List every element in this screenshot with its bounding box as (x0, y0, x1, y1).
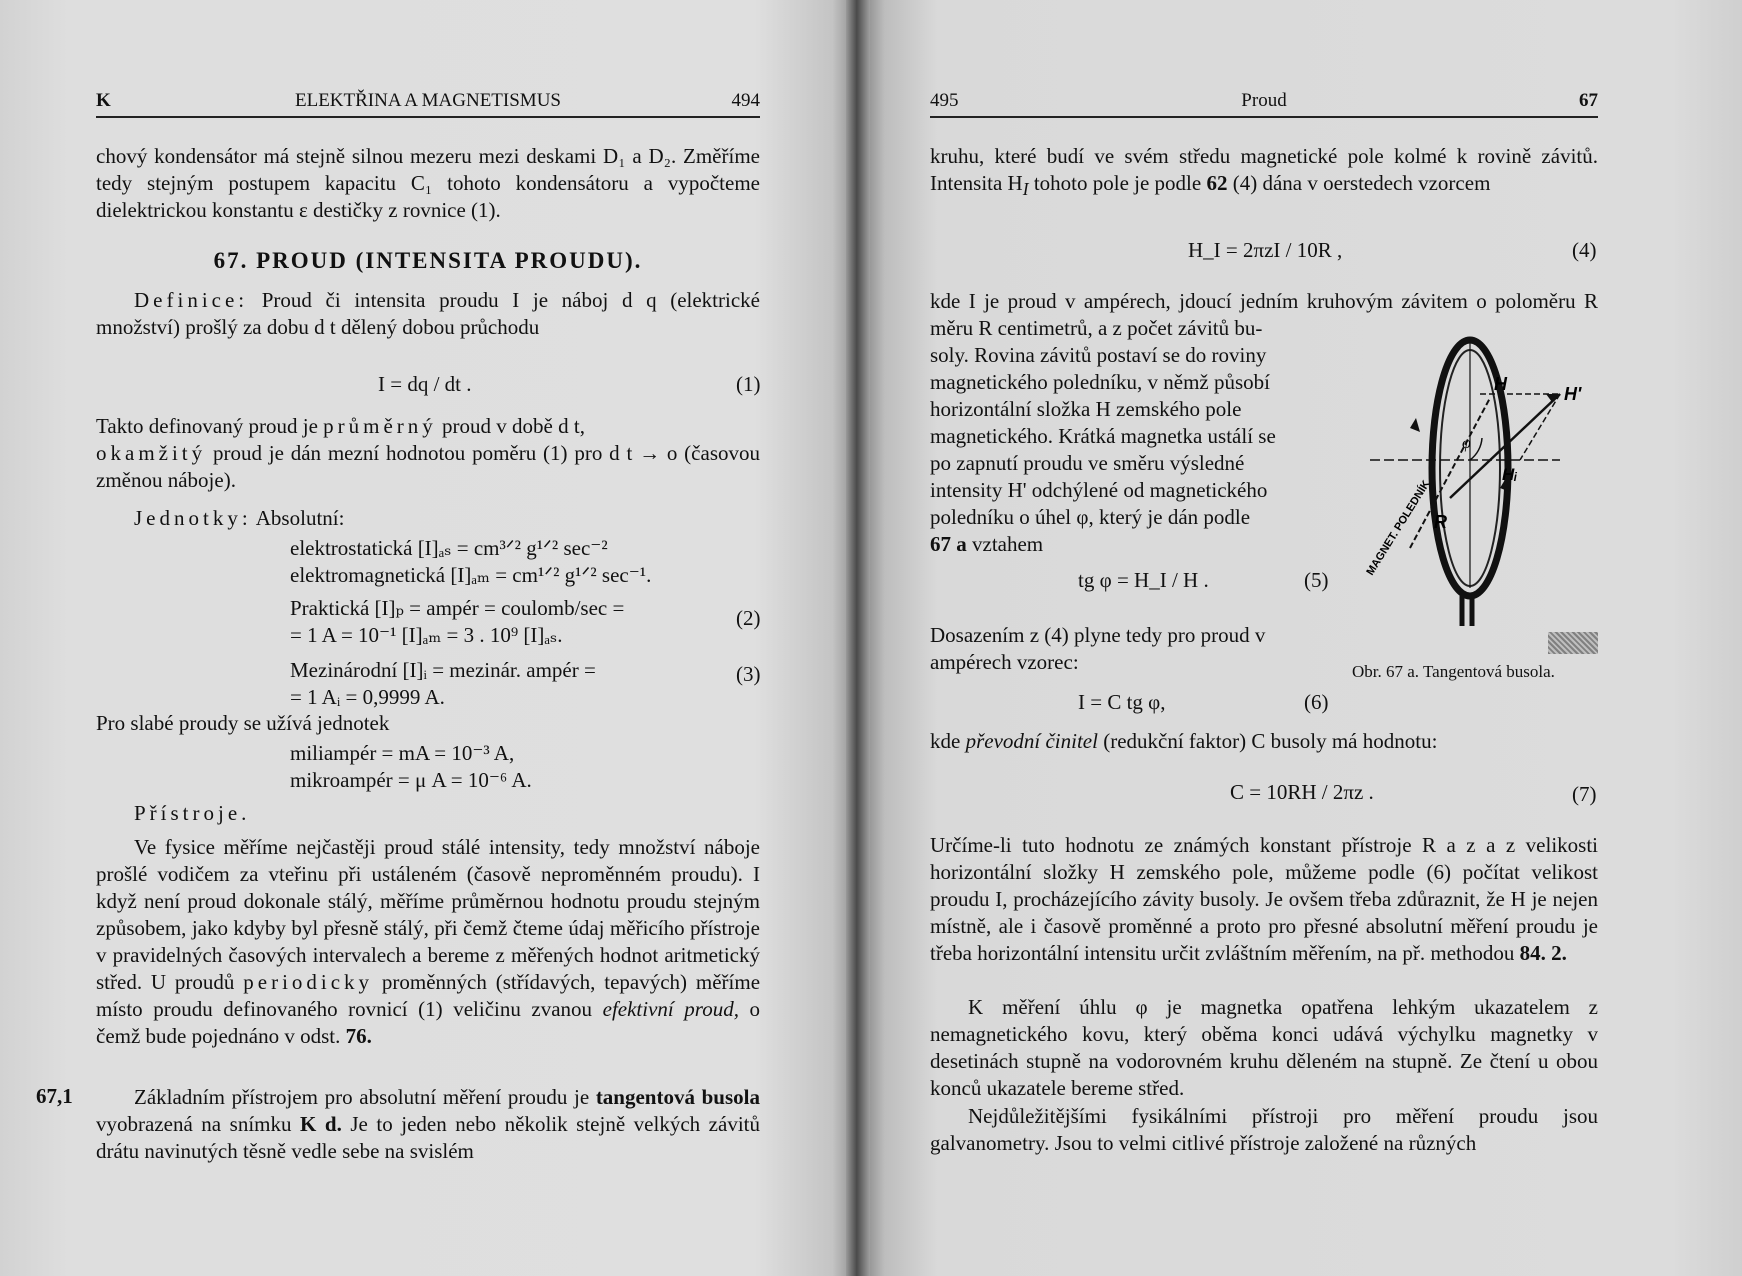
ref-67a: 67 a (930, 532, 967, 556)
unit-practical-1: Praktická [I]ₚ = ampér = coulomb/sec = (290, 596, 625, 620)
ref-kd: K d. (300, 1112, 342, 1136)
unit-electrostatic: elektrostatická [I]ₐₛ = cm³ᐟ² g¹ᐟ² sec⁻² (290, 536, 608, 560)
equation-4: H_I = 2πzI / 10R , (1188, 238, 1343, 262)
equation-1: I = dq / dt . (378, 372, 472, 396)
printing-mark (1548, 632, 1598, 654)
tangent-paragraph: Základním přístrojem pro absolutní měření proudu je tangentová busola vyobrazená na snímku K d. Je to jeden nebo několik stejně velkých závitů drátu navinutých těsně vedle sebe na svislém (96, 1085, 760, 1163)
unit-international-2: = 1 Aᵢ = 0,9999 A. (290, 685, 445, 709)
definition-label: Definice: (134, 288, 249, 312)
equation-6: I = C tg φ, (1078, 690, 1166, 714)
conversion-factor-term: převodní činitel (965, 729, 1098, 753)
equation-7-number: (7) (1572, 782, 1597, 806)
section-heading: 67. PROUD (INTENSITA PROUDU). (213, 248, 643, 273)
average-paragraph: Takto definovaný proud je průměrný proud v době d t, okamžitý proud je dán mezní hodnotou poměru (1) pro d t → o (časovou změnou náboje). (96, 414, 760, 492)
periodic-word: periodicky (243, 970, 374, 994)
needle-paragraph: K měření úhlu φ je magnetka opatřena lehkým ukazatelem z nemagnetického kovu, který oběma konci udává výchylku magnetky v desetinách stupně na vodorovném kruhu děleném na stupně. Ze čtení u obou konců ukazatele bereme střed. (930, 995, 1598, 1100)
left-page (0, 0, 858, 1276)
section-number: 67 (1579, 90, 1598, 111)
instant-word: okamžitý (96, 441, 207, 465)
equation-2-number: (2) (736, 606, 761, 630)
right-running-header (930, 90, 1598, 118)
units-label: Jednotky: (134, 506, 252, 530)
unit-microampere: mikroampér = μ A = 10⁻⁶ A. (290, 768, 532, 792)
units-list (290, 535, 760, 711)
determination-paragraph: Určíme-li tuto hodnotu ze známých konstant přístroje R a z a z velikosti horizontální složky H zemského pole, můžeme podle (6) počítat velikost proudu I, procházejícího závity busoly. Je ovšem třeba zdůraznit, že H je nejen místně, ale i časově proměnné a proto pro přesné absolutní měření proudu je třeba horizontální intensitu určit zvláštním měřením, na př. methodou 84. 2. (930, 833, 1598, 965)
unit-international-1: Mezinárodní [I]ᵢ = mezinár. ampér = (290, 658, 596, 682)
svg-text:Hᵢ: Hᵢ (1502, 465, 1518, 484)
coil-paragraph: měru R centimetrů, a z počet závitů bu- soly. Rovina závitů postaví se do roviny magnetického poledníku, v němž působí horizontální složka H zemského pole magnetického. Krátká magnetka ustálí se po zapnutí proudu ve směru výsledné intensity H' odchýlené od magnetického poledníku o úhel φ, který je dán podle 67 a vztahem (930, 316, 1276, 556)
tangent-galvanometer-term: tangentová busola (595, 1085, 760, 1109)
equation-5: tg φ = H_I / H . (1078, 568, 1209, 592)
ref-84-2: 84. 2. (1519, 941, 1567, 965)
unit-milliampere: miliampér = mA = 10⁻³ A, (290, 741, 515, 765)
coil-line-1: kde I je proud v ampérech, jdoucí jedním kruhovým závitem o poloměru R (930, 289, 1598, 313)
galvanometer-paragraph: Nejdůležitějšími fysikálními přístroji pro měření proudu jsou galvanometry. Jsou to velmi citlivé přístroje založené na různých (930, 1104, 1598, 1155)
left-running-header (96, 90, 760, 118)
page-number-left: 494 (731, 90, 760, 111)
equation-1-number: (1) (736, 372, 761, 396)
unit-electromagnetic: elektromagnetická [I]ₐₘ = cm¹ᐟ² g¹ᐟ² sec⁻¹. (290, 563, 652, 587)
margin-reference: 67,1 (36, 1084, 73, 1108)
header-letter: K (96, 90, 111, 111)
unit-practical-2: = 1 A = 10⁻¹ [I]ₐₘ = 3 . 10⁹ [I]ₐₛ. (290, 623, 563, 647)
header-title: ELEKTŘINA A MAGNETISMUS (294, 90, 561, 111)
svg-text:R: R (1434, 512, 1447, 532)
units-line: Jednotky: Absolutní: (134, 506, 345, 530)
substitution-paragraph: Dosazením z (4) plyne tedy pro proud v ampérech vzorec: (930, 623, 1266, 674)
ref-76: 76. (345, 1024, 372, 1048)
equation-3-number: (3) (736, 662, 761, 686)
header-section: Proud (1241, 90, 1287, 111)
effective-current: efektivní proud, (602, 997, 739, 1021)
paragraph-continued: chový kondensátor má stejně silnou mezeru mezi deskami D₁ a D₂. Změříme tedy stejným postupem kapacitu C₁ tohoto kondensátoru a vypočteme dielektrickou konstantu ε destičky z rovnice (1). (96, 144, 760, 222)
svg-text:H: H (1494, 374, 1507, 394)
equation-7: C = 10RH / 2πz . (1230, 780, 1374, 804)
instruments-label: Přístroje. (134, 801, 251, 825)
svg-text:H': H' (1564, 384, 1582, 404)
equation-5-number: (5) (1304, 568, 1329, 592)
figure-caption: Obr. 67 a. Tangentová busola. (1352, 662, 1555, 681)
field-paragraph: kruhu, které budí ve svém středu magnetické pole kolmé k rovině závitů. Intensita $H_I$ tohoto pole je podle 62 (4) dána v oerstedech vzorcem (930, 144, 1598, 200)
definition-paragraph: Definice: Proud či intensita proudu I je náboj d q (elektrické množství) prošlý za dobu d t dělený dobou průchodu (96, 288, 760, 339)
svg-text:MAGNET. POLEDNÍK: MAGNET. POLEDNÍK (1364, 478, 1433, 578)
ref-62: 62 (1206, 171, 1228, 195)
tangent-galvanometer-figure (1350, 328, 1590, 628)
equation-4-number: (4) (1572, 238, 1597, 262)
page-number-right: 495 (930, 90, 959, 111)
small-units (290, 740, 760, 794)
average-word: průměrný (323, 414, 437, 438)
weak-currents-line: Pro slabé proudy se užívá jednotek (96, 711, 390, 735)
equation-6-number: (6) (1304, 690, 1329, 714)
factor-paragraph: kde převodní činitel (redukční faktor) C busoly má hodnotu: (930, 729, 1438, 753)
book-gutter (846, 0, 870, 1276)
instruments-paragraph: Ve fysice měříme nejčastěji proud stálé intensity, tedy množství náboje prošlé vodičem za vteřinu při ustáleném (časově neproměnném proudu). I když není proud dokonale stálý, měříme průměrnou hodnotu proudu stejným způsobem, jako kdyby byl přesně stálý, při čemž čteme údaj měřicího přístroje v pravidelných časových intervalech a bereme z měřených hodnot aritmetický střed. U proudů periodicky proměnných (střídavých, tepavých) měříme místo proudu definovaného rovnicí (1) veličinu zvanou efektivní proud, o čemž bude pojednáno v odst. 76. (96, 835, 761, 1048)
svg-text:φ: φ (1462, 435, 1471, 452)
